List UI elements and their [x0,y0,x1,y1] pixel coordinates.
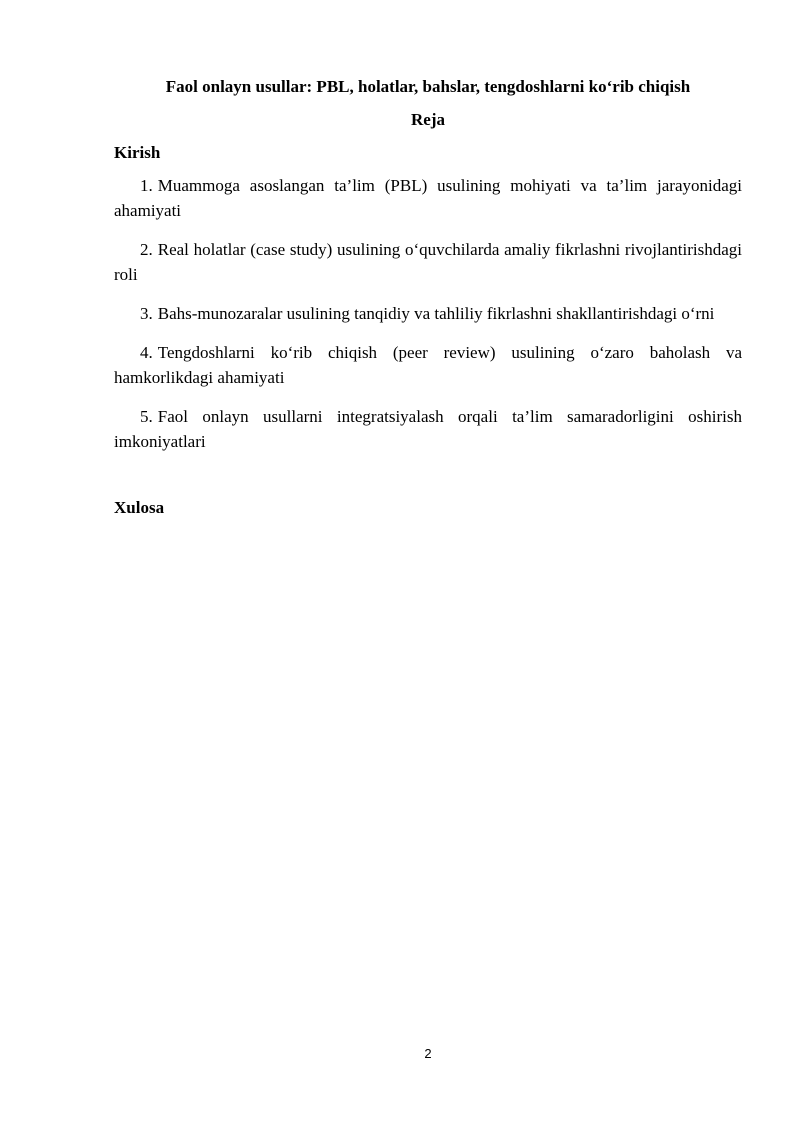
plan-item-number: 2. [140,240,153,259]
plan-item-text: Real holatlar (case study) usulining o‘quvchilarda amaliy fikrlashni rivojlantirishdagi roli [114,240,742,284]
conclusion-heading: Xulosa [114,498,165,517]
page-number: 2 [424,1046,432,1061]
plan-item [114,340,742,390]
plan-heading: Reja [411,110,445,129]
plan-item [114,404,742,454]
plan-item-number: 5. [140,407,153,426]
plan-item-text: Tengdoshlarni ko‘rib chiqish (peer review) usulining o‘zaro baholash va hamkorlikdagi ahamiyati [114,343,742,387]
plan-item-text: Bahs-munozaralar usulining tanqidiy va tahliliy fikrlashni shakllantirishdagi o‘rni [157,304,715,323]
plan-item [114,237,742,287]
plan-item-text: Faol onlayn usullarni integratsiyalash orqali ta’lim samaradorligini oshirish imkoniyatlari [114,407,742,451]
plan-item [114,173,742,223]
plan-item [114,301,742,326]
plan-item-number: 1. [140,176,153,195]
plan-list [114,173,742,468]
intro-heading: Kirish [114,143,161,162]
plan-item-number: 4. [140,343,153,362]
document-title: Faol onlayn usullar: PBL, holatlar, bahslar, tengdoshlarni ko‘rib chiqish [165,77,691,96]
plan-item-text: Muammoga asoslangan ta’lim (PBL) usulining mohiyati va ta’lim jarayonidagi ahamiyati [114,176,742,220]
plan-item-number: 3. [140,304,153,323]
